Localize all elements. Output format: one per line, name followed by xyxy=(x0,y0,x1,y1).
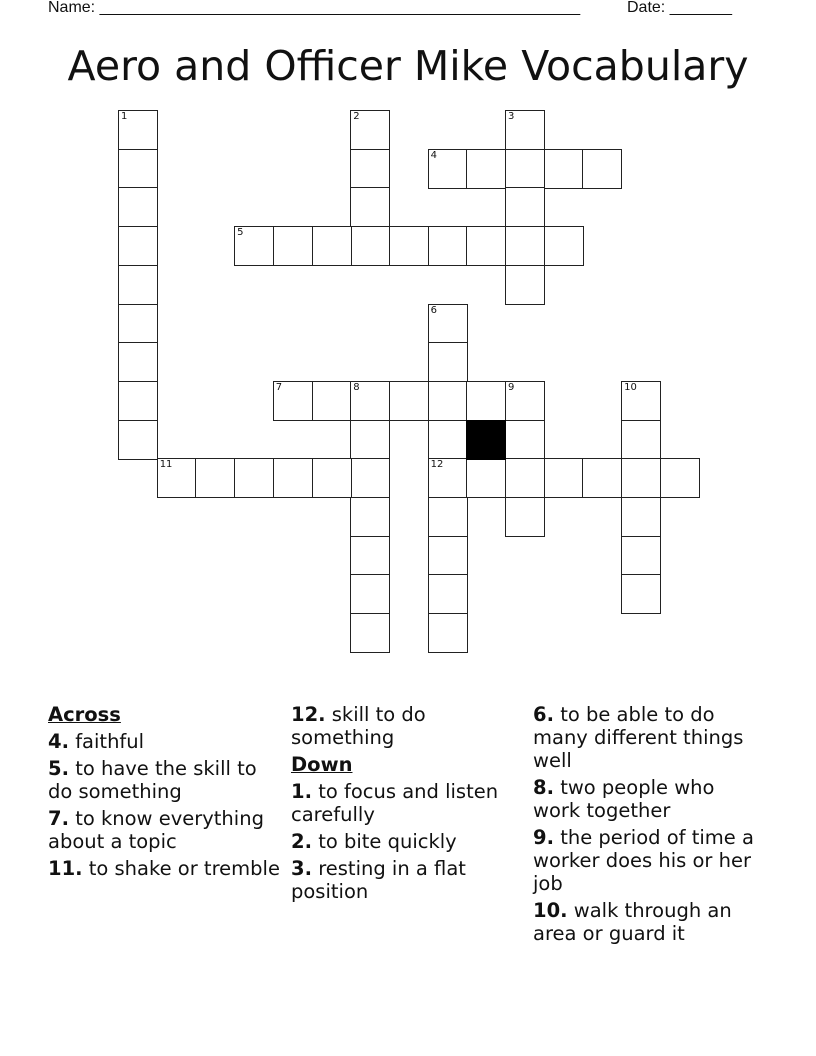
crossword-cell[interactable] xyxy=(505,187,545,227)
cell-number: 8 xyxy=(353,381,360,393)
clue-text: skill to do something xyxy=(291,703,426,749)
crossword-cell[interactable] xyxy=(428,574,468,614)
crossword-cell[interactable] xyxy=(505,265,545,305)
clue-text: to shake or tremble xyxy=(88,857,280,880)
clue-number: 11. xyxy=(48,857,83,880)
clue-item xyxy=(533,899,765,945)
crossword-cell[interactable] xyxy=(350,226,390,266)
cell-number: 2 xyxy=(353,111,360,122)
crossword-cell[interactable] xyxy=(273,226,313,266)
clue-text: to be able to do many different things well xyxy=(533,703,744,772)
crossword-cell[interactable] xyxy=(350,497,390,537)
crossword-cell[interactable] xyxy=(350,381,390,421)
crossword-cell[interactable] xyxy=(350,187,390,227)
crossword-cell[interactable] xyxy=(273,458,313,498)
crossword-cell[interactable] xyxy=(621,381,661,421)
cell-number: 5 xyxy=(237,227,244,239)
name-field-label[interactable]: Name: ______________________________________________________ xyxy=(48,0,581,16)
crossword-cell[interactable] xyxy=(466,381,506,421)
crossword-cell[interactable] xyxy=(234,226,274,266)
clue-item xyxy=(533,703,765,772)
crossword-cell[interactable] xyxy=(350,420,390,460)
clue-number: 6. xyxy=(533,703,554,726)
crossword-cell[interactable] xyxy=(118,226,158,266)
crossword-cell[interactable] xyxy=(350,149,390,189)
across-heading: Across xyxy=(48,703,121,726)
clue-item xyxy=(533,776,765,822)
clue-number: 2. xyxy=(291,830,312,853)
clue-item xyxy=(48,757,280,803)
crossword-cell[interactable] xyxy=(428,304,468,344)
crossword-cell[interactable] xyxy=(466,458,506,498)
clue-number: 3. xyxy=(291,857,312,880)
page-title: Aero and Officer Mike Vocabulary xyxy=(67,42,749,90)
clue-item xyxy=(291,703,523,749)
clue-item xyxy=(291,830,523,853)
crossword-cell[interactable] xyxy=(234,458,274,498)
crossword-cell[interactable] xyxy=(350,536,390,576)
crossword-cell[interactable] xyxy=(505,381,545,421)
clue-number: 12. xyxy=(291,703,326,726)
crossword-cell[interactable] xyxy=(621,420,661,460)
clue-column-2 xyxy=(291,703,523,907)
clue-text: to have the skill to do something xyxy=(48,757,257,803)
crossword-cell[interactable] xyxy=(428,458,468,498)
crossword-cell[interactable] xyxy=(350,110,390,150)
clue-number: 9. xyxy=(533,826,554,849)
clue-item xyxy=(291,857,523,903)
crossword-cell[interactable] xyxy=(621,497,661,537)
crossword-cell[interactable] xyxy=(118,149,158,189)
clue-column-3 xyxy=(533,703,765,949)
clue-text: to focus and listen carefully xyxy=(291,780,499,826)
crossword-cell[interactable] xyxy=(582,458,622,498)
down-heading: Down xyxy=(291,753,353,776)
cell-number: 7 xyxy=(275,381,283,393)
crossword-cell[interactable] xyxy=(118,187,158,227)
crossword-cell[interactable] xyxy=(428,613,468,653)
cell-number: 3 xyxy=(508,111,515,122)
cell-number: 9 xyxy=(508,381,515,393)
cell-number: 6 xyxy=(430,304,437,316)
cell-number: 10 xyxy=(624,381,637,393)
crossword-cell[interactable] xyxy=(660,458,700,498)
crossword-cell[interactable] xyxy=(273,381,313,421)
crossword-cell[interactable] xyxy=(118,420,158,460)
crossword-cell[interactable] xyxy=(195,458,235,498)
clue-number: 5. xyxy=(48,757,69,780)
crossword-cell[interactable] xyxy=(582,149,622,189)
clue-text: two people who work together xyxy=(533,776,715,822)
crossword-cell[interactable] xyxy=(118,304,158,344)
clue-text: to bite quickly xyxy=(318,830,457,853)
crossword-cell[interactable] xyxy=(389,381,429,421)
clue-text: resting in a flat position xyxy=(291,857,466,903)
crossword-cell[interactable] xyxy=(118,265,158,305)
crossword-cell[interactable] xyxy=(428,226,468,266)
clue-text: walk through an area or guard it xyxy=(533,899,732,945)
clue-item xyxy=(533,826,765,895)
crossword-cell[interactable] xyxy=(389,226,429,266)
crossword-cell[interactable] xyxy=(621,536,661,576)
crossword-cell[interactable] xyxy=(350,574,390,614)
crossword-cell[interactable] xyxy=(428,149,468,189)
crossword-cell[interactable] xyxy=(157,458,197,498)
clue-number: 8. xyxy=(533,776,554,799)
clue-text: faithful xyxy=(75,730,145,753)
cell-number: 11 xyxy=(159,459,173,471)
crossword-cell[interactable] xyxy=(544,226,584,266)
crossword-cell[interactable] xyxy=(505,497,545,537)
crossword-cell[interactable] xyxy=(428,420,468,460)
clue-text: the period of time a worker does his or her job xyxy=(533,826,754,895)
clue-number: 10. xyxy=(533,899,568,922)
cell-number: 4 xyxy=(430,149,437,161)
clue-item xyxy=(48,730,280,753)
crossword-cell[interactable] xyxy=(350,458,390,498)
crossword-cell[interactable] xyxy=(544,149,584,189)
crossword-cell[interactable] xyxy=(428,497,468,537)
crossword-cell[interactable] xyxy=(505,420,545,460)
crossword-black-cell xyxy=(466,420,506,460)
crossword-cell[interactable] xyxy=(505,110,545,150)
crossword-cell[interactable] xyxy=(466,149,506,189)
clue-item xyxy=(291,780,523,826)
crossword-cell[interactable] xyxy=(312,381,352,421)
crossword-cell[interactable] xyxy=(505,149,545,189)
crossword-cell[interactable] xyxy=(505,226,545,266)
clue-item xyxy=(48,807,280,853)
cell-number: 12 xyxy=(430,459,444,471)
clue-column-1 xyxy=(48,703,280,884)
crossword-cell[interactable] xyxy=(505,458,545,498)
crossword-cell[interactable] xyxy=(428,536,468,576)
crossword-cell[interactable] xyxy=(621,574,661,614)
crossword-cell[interactable] xyxy=(621,458,661,498)
crossword-cell[interactable] xyxy=(312,226,352,266)
crossword-cell[interactable] xyxy=(118,381,158,421)
crossword-cell[interactable] xyxy=(350,613,390,653)
crossword-cell[interactable] xyxy=(428,381,468,421)
clue-item xyxy=(48,857,280,880)
cell-number: 1 xyxy=(121,111,128,122)
crossword-cell[interactable] xyxy=(118,342,158,382)
clue-number: 4. xyxy=(48,730,69,753)
crossword-cell[interactable] xyxy=(544,458,584,498)
crossword-cell[interactable] xyxy=(466,226,506,266)
crossword-cell[interactable] xyxy=(118,110,158,150)
clue-number: 7. xyxy=(48,807,69,830)
crossword-cell[interactable] xyxy=(312,458,352,498)
crossword-cell[interactable] xyxy=(428,342,468,382)
clue-text: to know everything about a topic xyxy=(48,807,264,853)
clue-number: 1. xyxy=(291,780,312,803)
date-field-label[interactable]: Date: _______ xyxy=(627,0,732,16)
